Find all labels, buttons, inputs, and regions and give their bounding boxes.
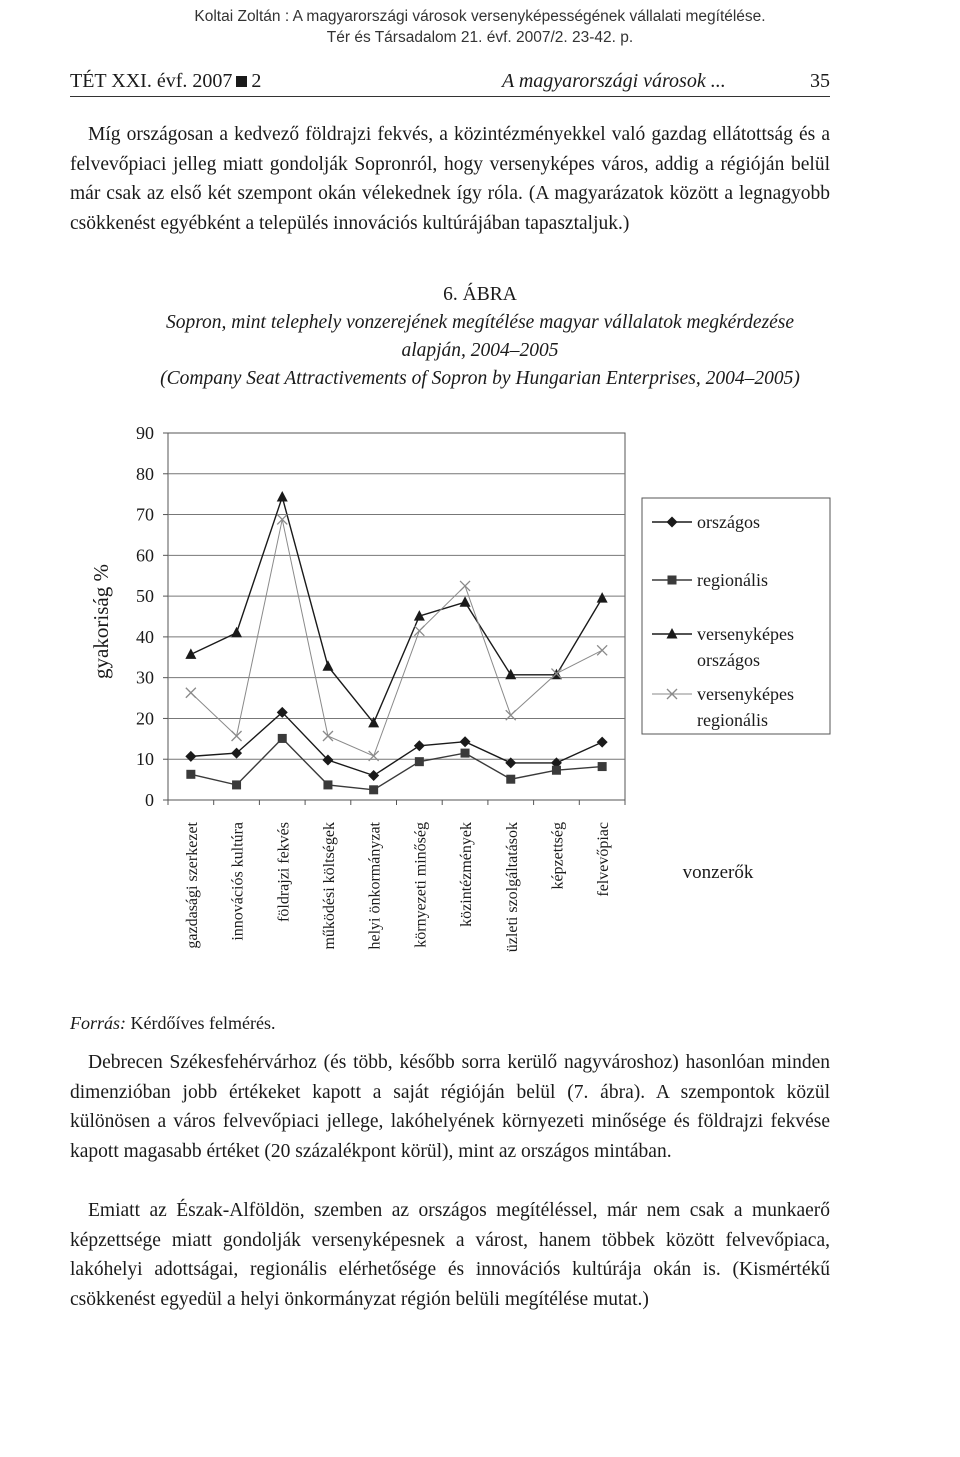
data-point-series-2 bbox=[461, 749, 470, 758]
y-axis-label: gyakoriság % bbox=[89, 564, 113, 679]
legend-label: versenyképes bbox=[697, 684, 794, 704]
y-tick-label: 60 bbox=[136, 545, 154, 566]
data-point-series-3 bbox=[231, 627, 242, 638]
data-point-series-1 bbox=[368, 770, 379, 781]
data-point-series-1 bbox=[414, 740, 425, 751]
black-square-icon bbox=[236, 76, 247, 87]
x-category-label: képzettség bbox=[549, 822, 567, 890]
plot-area bbox=[168, 433, 625, 800]
figure-caption-line-3: (Company Seat Attractivements of Sopron by Hungarian Enterprises, 2004–2005) bbox=[160, 368, 800, 389]
y-tick-label: 80 bbox=[136, 463, 154, 484]
legend-label-cont: országos bbox=[697, 650, 760, 670]
data-point-series-2 bbox=[552, 766, 561, 775]
running-title: A magyarországi városok ... bbox=[502, 70, 726, 92]
series-line-1 bbox=[191, 712, 602, 775]
data-point-series-1 bbox=[185, 751, 196, 762]
journal-info bbox=[70, 70, 261, 93]
data-point-series-4 bbox=[460, 581, 470, 591]
x-category-label: helyi önkormányzat bbox=[366, 822, 384, 950]
series-line-3 bbox=[191, 497, 602, 723]
journal-issue: 2 bbox=[251, 70, 262, 92]
figure-caption bbox=[60, 309, 900, 393]
figure-number: 6. ÁBRA bbox=[443, 284, 517, 305]
data-point-series-3 bbox=[277, 491, 288, 502]
data-point-series-3 bbox=[322, 660, 333, 671]
page-number: 35 bbox=[810, 70, 830, 92]
y-tick-label: 10 bbox=[136, 749, 154, 770]
data-point-series-4 bbox=[232, 731, 242, 741]
legend-label: versenyképes bbox=[697, 624, 794, 644]
data-point-series-2 bbox=[278, 734, 287, 743]
legend-label: országos bbox=[697, 512, 760, 532]
x-category-label: környezeti minőség bbox=[412, 822, 430, 948]
source-label: Forrás: bbox=[70, 1013, 127, 1033]
data-point-series-4 bbox=[186, 688, 196, 698]
figure-source bbox=[70, 1013, 275, 1034]
data-point-series-3 bbox=[505, 669, 516, 680]
citation-line-2: Tér és Társadalom 21. évf. 2007/2. 23-42. p. bbox=[326, 29, 634, 46]
data-point-series-3 bbox=[185, 648, 196, 659]
x-axis-label: vonzerők bbox=[682, 862, 754, 883]
data-point-series-2 bbox=[415, 757, 424, 766]
data-point-series-2 bbox=[186, 770, 195, 779]
series-line-2 bbox=[191, 738, 602, 789]
running-head bbox=[70, 66, 830, 97]
x-category-label: működési költségek bbox=[320, 822, 338, 950]
citation-line-1: Koltai Zoltán : A magyarországi városok versenyképességének vállalati megítélése. bbox=[194, 8, 766, 25]
citation-header bbox=[0, 6, 960, 48]
paragraph-1: Míg országosan a kedvező földrajzi fekvés, a közintézményekkel való gazdag ellátottság és a felvevőpiaci jelleg miatt gondolják Sopronról, hogy versenyképes város, addig a régióján belül már csak az első két szempont okán vélekednek így róla. (A magyarázatok között a legnagyobb csökkenést egyébként a település innovációs kultúrájában tapasztaljuk.) bbox=[70, 124, 830, 234]
line-chart bbox=[0, 410, 960, 1010]
data-point-series-2 bbox=[598, 762, 607, 771]
y-tick-label: 70 bbox=[136, 504, 154, 525]
paragraph-2: Debrecen Székesfehérvárhoz (és több, később sorra kerülő nagyvároshoz) hasonlóan minden dimenzióban jobb értékeket kapott a saját régióján belül (7. ábra). A szempontok közül különösen a város felvevőpiaci jellege, lakóhelyének környezeti minősége és földrajzi fekvése kapott magasabb értéket (20 százalékpont körül), mint az országos mintában. bbox=[70, 1052, 830, 1162]
x-category-label: gazdasági szerkezet bbox=[183, 822, 201, 949]
data-point-series-4 bbox=[597, 645, 607, 655]
x-category-label: felvevőpiac bbox=[595, 822, 613, 897]
x-category-label: innovációs kultúra bbox=[229, 822, 247, 941]
y-tick-label: 20 bbox=[136, 708, 154, 729]
y-tick-label: 0 bbox=[145, 790, 154, 810]
figure-caption-line-1: Sopron, mint telephely vonzerejének megítélése magyar vállalatok megkérdezése bbox=[165, 312, 795, 333]
legend-marker bbox=[668, 576, 677, 585]
y-tick-label: 50 bbox=[136, 586, 154, 607]
figure-caption-line-2: alapján, 2004–2005 bbox=[401, 340, 559, 361]
data-point-series-4 bbox=[323, 731, 333, 741]
y-tick-label: 90 bbox=[136, 423, 154, 443]
data-point-series-2 bbox=[506, 775, 515, 784]
x-category-label: földrajzi fekvés bbox=[275, 822, 293, 922]
paragraph-3: Emiatt az Észak-Alföldön, szemben az országos megítéléssel, már nem csak a munkaerő képzettsége miatt gondolják versenyképesnek a várost, hanem többek között felvevőpiaca, lakóhelyi adottságai, regionális elérhetősége és innovációs kultúrája okán is. (Kismértékű csökkenést egyedül a helyi önkormányzat régión belüli megítélése mutat.) bbox=[70, 1200, 830, 1310]
data-point-series-4 bbox=[414, 626, 424, 636]
y-tick-label: 30 bbox=[136, 667, 154, 688]
x-category-label: közintézmények bbox=[458, 822, 476, 927]
legend-label: regionális bbox=[697, 570, 768, 590]
data-point-series-2 bbox=[323, 780, 332, 789]
source-text: Kérdőíves felmérés. bbox=[130, 1013, 276, 1033]
data-point-series-2 bbox=[369, 785, 378, 794]
data-point-series-2 bbox=[232, 780, 241, 789]
journal-volume: TÉT XXI. évf. 2007 bbox=[70, 70, 233, 92]
x-category-label: üzleti szolgáltatások bbox=[503, 822, 521, 953]
y-tick-label: 40 bbox=[136, 626, 154, 647]
data-point-series-1 bbox=[460, 736, 471, 747]
data-point-series-4 bbox=[277, 514, 287, 524]
data-point-series-1 bbox=[597, 737, 608, 748]
data-point-series-3 bbox=[597, 592, 608, 603]
legend-label-cont: regionális bbox=[697, 710, 768, 730]
